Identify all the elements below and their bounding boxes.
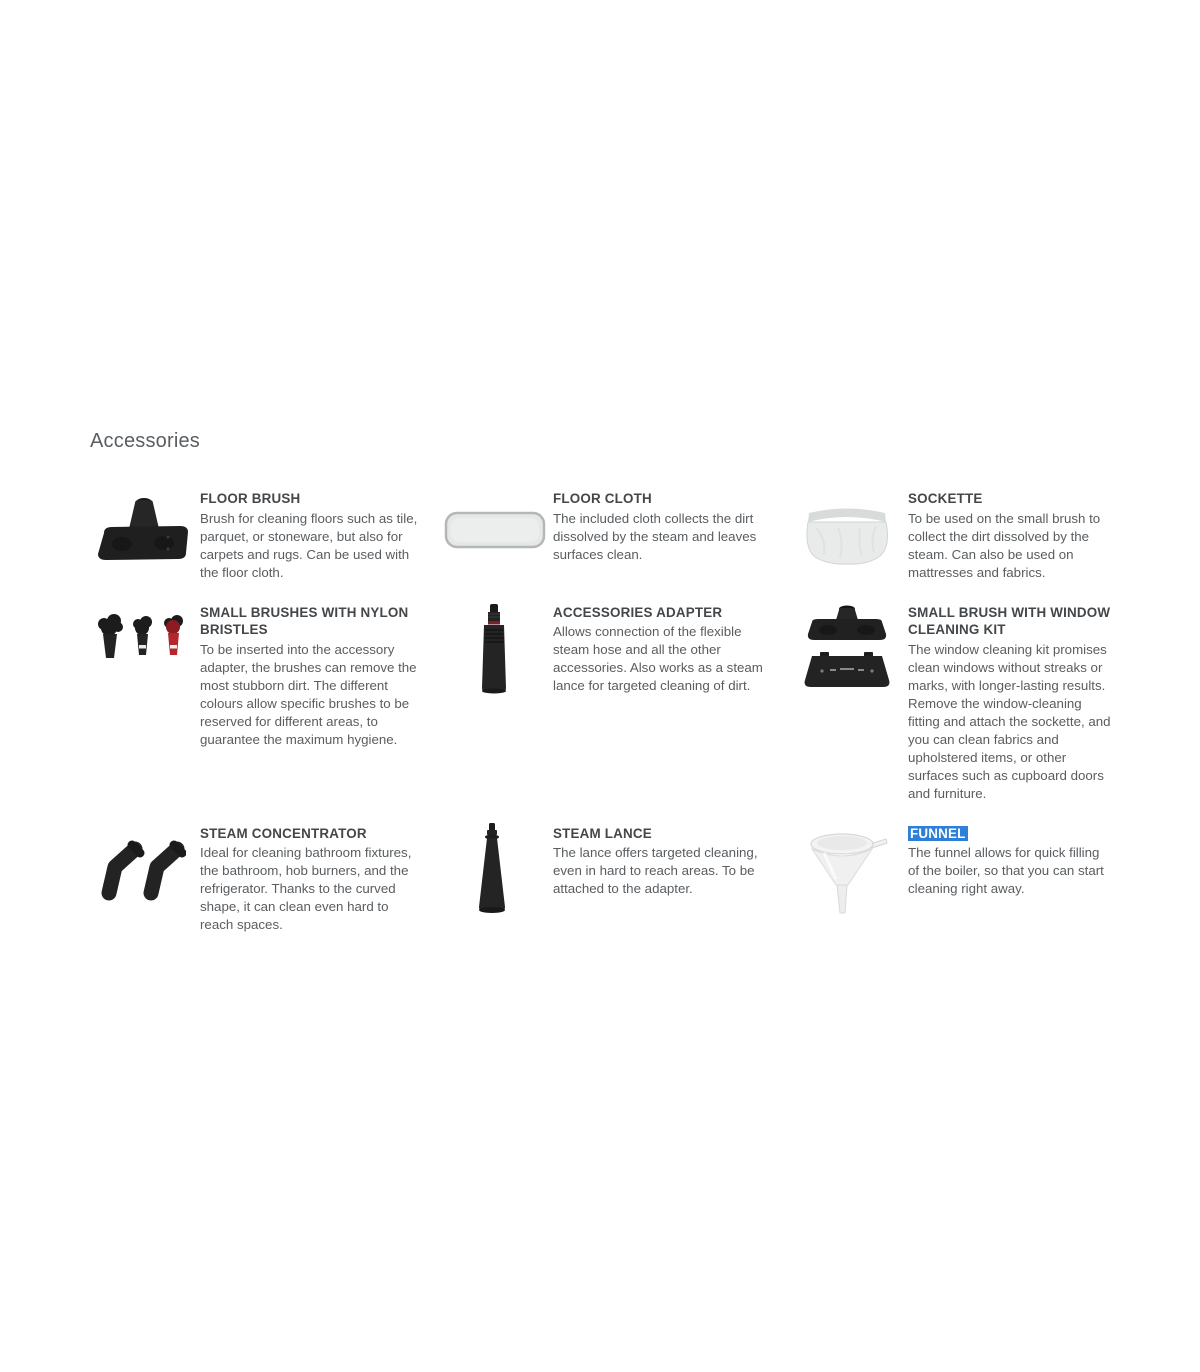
floor-cloth-image xyxy=(443,490,553,552)
page-title: Accessories xyxy=(90,430,201,452)
accessory-description: To be used on the small brush to collect the dirt dissolved by the steam. Can also be used on mattresses and fabrics. xyxy=(908,510,1101,580)
accessory-item-accessories-adapter xyxy=(443,604,798,696)
accessory-item-steam-lance xyxy=(443,825,798,915)
steam-lance-image xyxy=(443,825,553,915)
accessory-description: The funnel allows for quick filling of the boiler, so that you can start cleaning right away. xyxy=(908,845,1104,896)
accessory-title: STEAM CONCENTRATOR xyxy=(200,825,367,841)
accessory-description: Allows connection of the flexible steam hose and all the other accessories. Also works as a steam lance for targeted cleaning of dirt. xyxy=(553,624,763,693)
accessory-description: Brush for cleaning floors such as tile, parquet, or stoneware, but also for carpets and rugs. Can be used with the floor cloth. xyxy=(200,510,418,580)
accessories-adapter-image xyxy=(443,604,553,694)
accessory-title: FLOOR CLOTH xyxy=(553,491,652,506)
accessory-item-floor-brush xyxy=(90,490,443,582)
accessory-title: FLOOR BRUSH xyxy=(200,491,301,506)
small-brushes-image xyxy=(90,604,200,662)
window-cleaning-kit-image xyxy=(798,604,908,690)
funnel-image xyxy=(798,825,908,917)
accessories-grid xyxy=(90,490,1114,934)
accessory-title: STEAM LANCE xyxy=(553,825,652,841)
accessory-item-small-brushes xyxy=(90,604,443,749)
accessory-item-floor-cloth xyxy=(443,490,798,564)
accessory-description: The lance offers targeted cleaning, even in hard to reach areas. To be attached to the adapter. xyxy=(553,845,758,896)
accessory-title xyxy=(908,825,1114,843)
accessory-title: ACCESSORIES ADAPTER xyxy=(553,604,723,620)
accessory-description: The window cleaning kit promises clean windows without streaks or marks, with longer-lasting results. Remove the window-cleaning fitting and attach the sockette, and you can clean fabrics and upholstered items, or other surfaces such as cupboard doors and furniture. xyxy=(908,641,1111,801)
steam-concentrator-image xyxy=(90,825,200,901)
accessory-item-steam-concentrator xyxy=(90,825,443,935)
sockette-image xyxy=(798,490,908,568)
accessory-description: The included cloth collects the dirt dissolved by the steam and leaves surfaces clean. xyxy=(553,510,757,562)
accessory-item-funnel xyxy=(798,825,1114,917)
accessory-title: SMALL BRUSHES WITH NYLON BRISTLES xyxy=(200,604,409,637)
accessory-title: SOCKETTE xyxy=(908,491,983,506)
accessory-description: Ideal for cleaning bathroom fixtures, the bathroom, hob burners, and the refrigerator. Thanks to the curved shape, it can clean even hard to reach spaces. xyxy=(200,845,412,932)
accessory-item-window-cleaning-kit xyxy=(798,604,1114,803)
accessory-item-sockette xyxy=(798,490,1114,582)
accessory-description: To be inserted into the accessory adapter, the brushes can remove the most stubborn dirt. The different colours allow specific brushes to be reserved for different areas, to guarantee the maximum hygiene. xyxy=(200,641,417,747)
accessory-title: SMALL BRUSH WITH WINDOW CLEANING KIT xyxy=(908,604,1111,637)
selected-text-highlight: FUNNEL xyxy=(910,825,966,841)
floor-brush-image xyxy=(90,490,200,565)
